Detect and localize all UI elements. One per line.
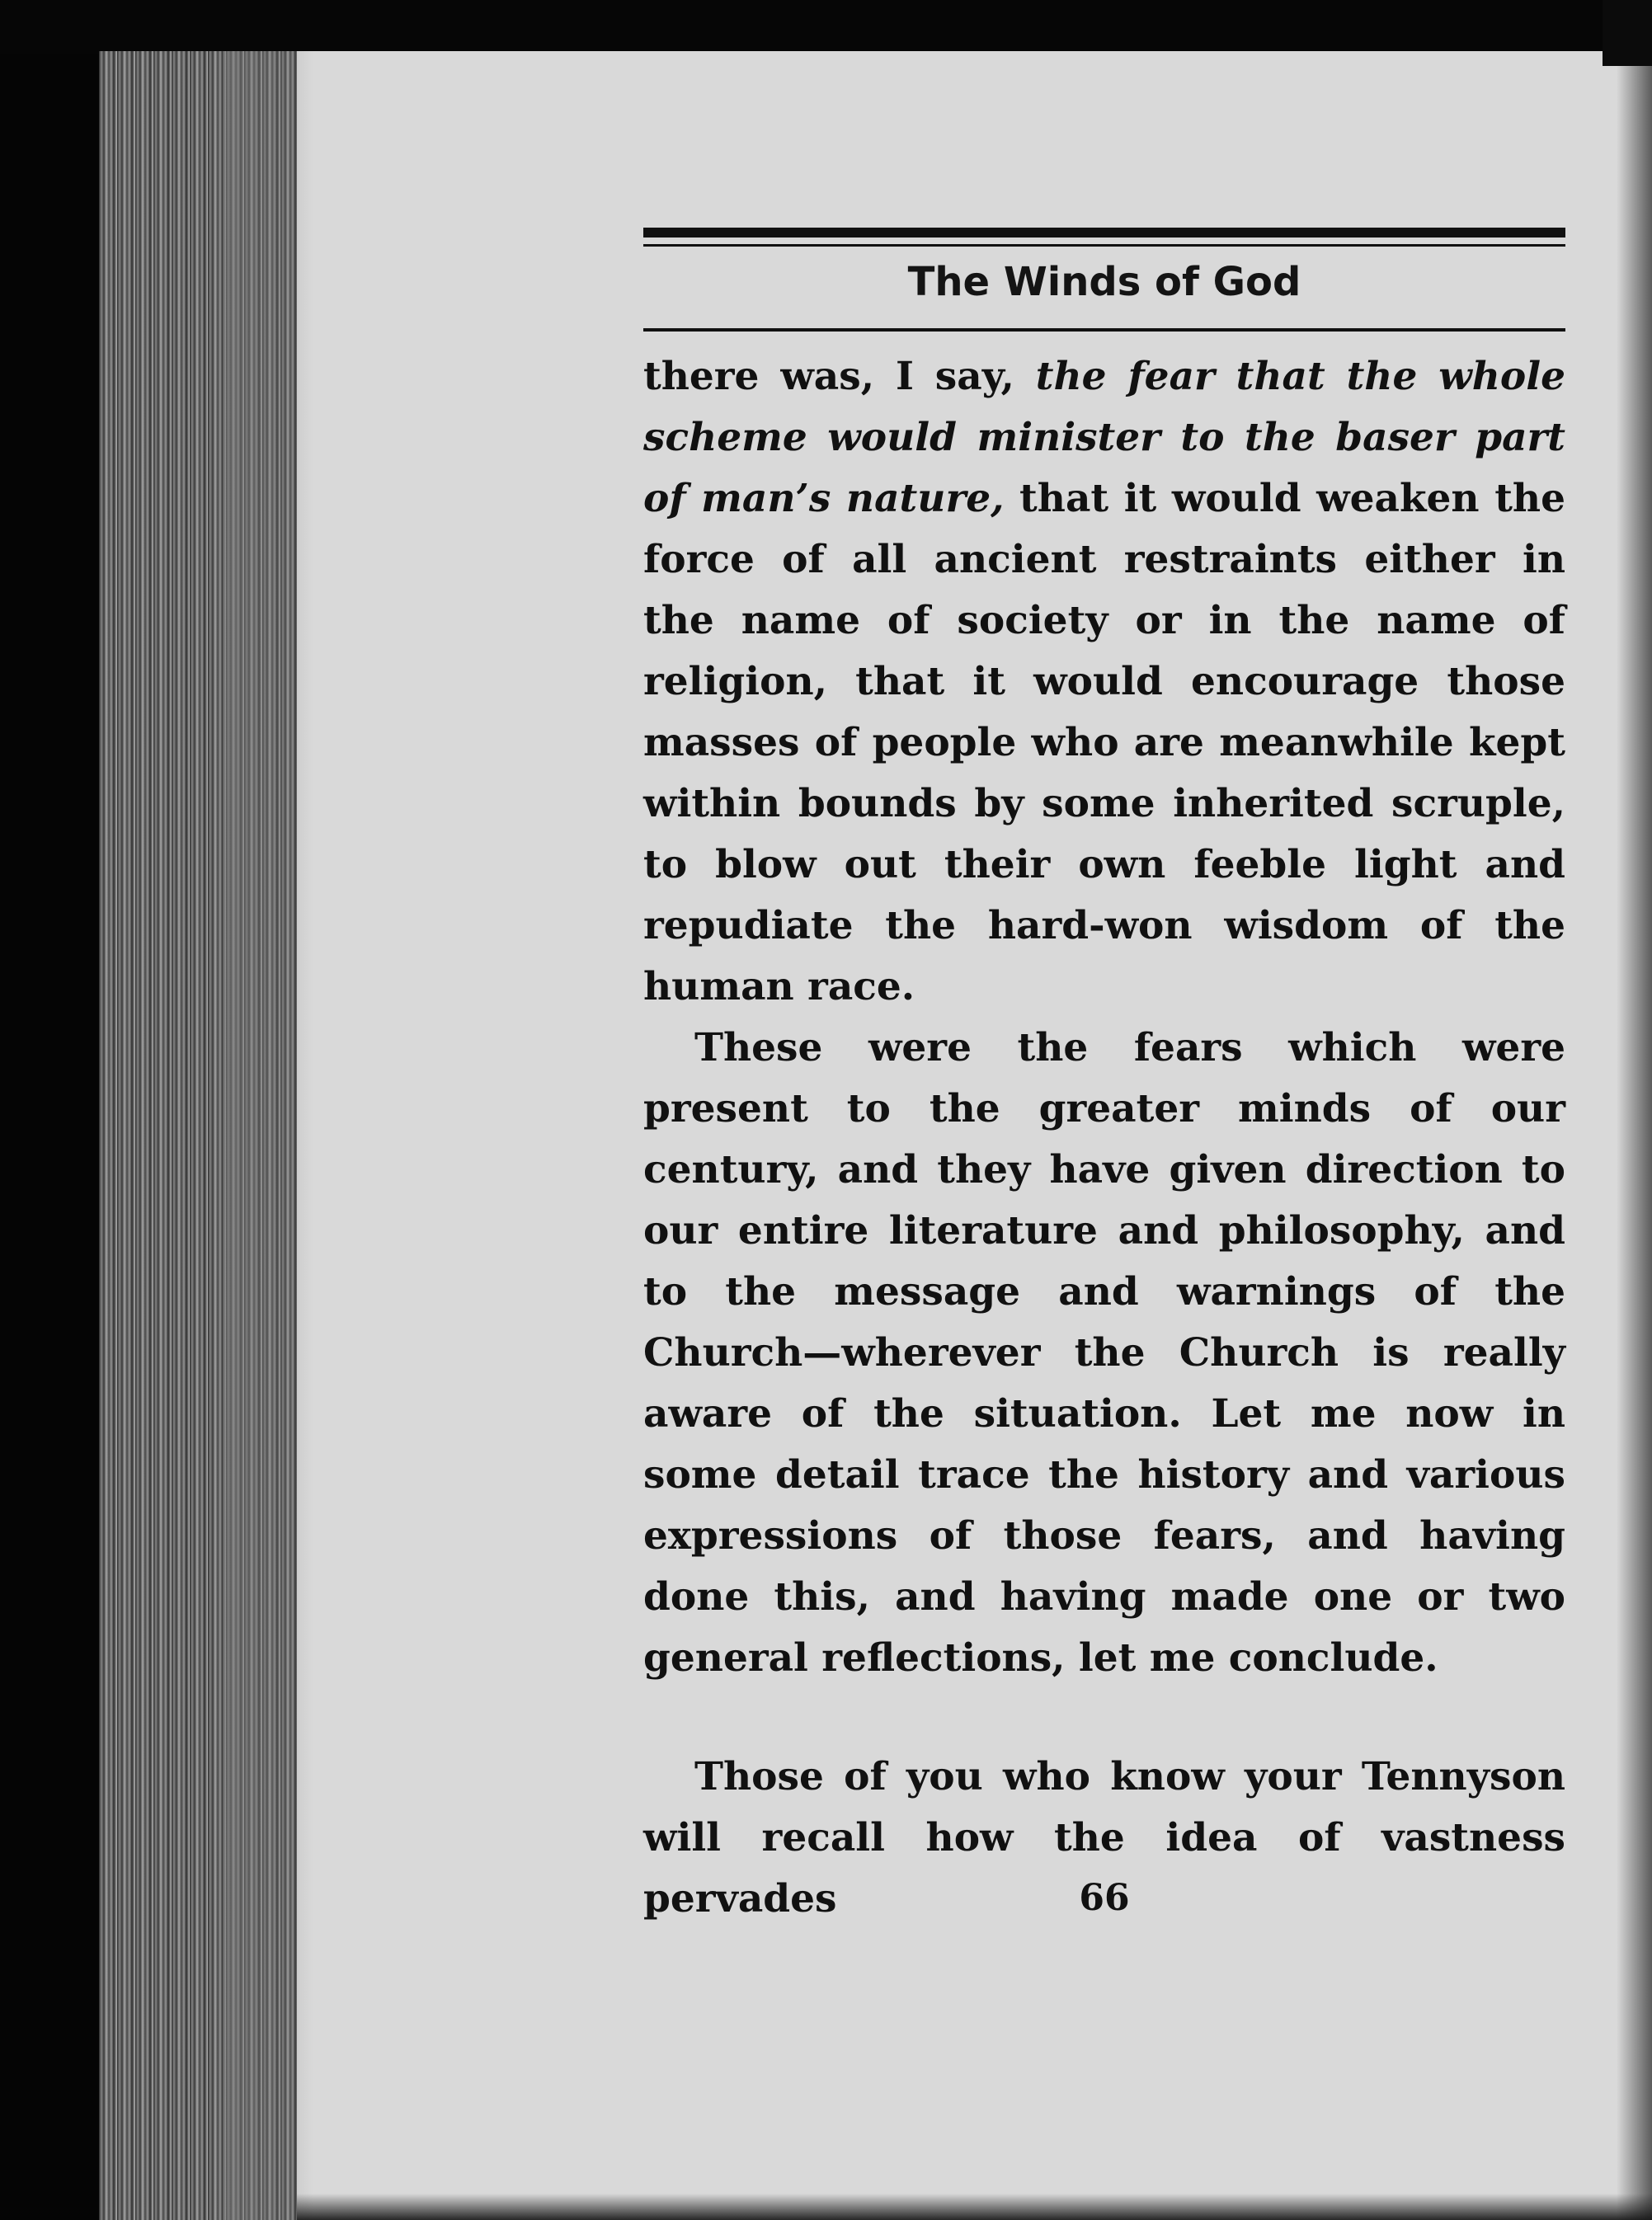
header-rule-below	[643, 328, 1565, 332]
header-rule-thin	[643, 244, 1565, 247]
paragraph	[643, 1018, 1565, 1689]
scan-top-border	[0, 0, 1652, 54]
text-segment: there was, I say,	[643, 354, 1036, 399]
italic-text-segment: the fear that the whole scheme would minister to the baser part of man’s nature,	[643, 354, 1565, 521]
text-segment: Those of you who know your Tennyson will recall how the idea of vastness pervades	[643, 1754, 1565, 1921]
text-segment: that it would weaken the force of all ancient restraints either in the name of society or in the name of religion, that it would encourage those masses of people who are meanwhile kept within bounds by some inherited scruple, to blow out their own feeble light and repudiate the hard-won wisdom of the human race.	[643, 476, 1565, 1009]
corner-artifact	[1603, 0, 1652, 66]
running-head: The Winds of God	[907, 259, 1301, 305]
gutter-shadow	[223, 51, 313, 2220]
section-break	[643, 1689, 1565, 1747]
body-text	[643, 346, 1565, 1930]
paragraph	[643, 346, 1565, 1018]
header-rule-thick	[643, 228, 1565, 238]
bottom-edge-shadow	[297, 2194, 1652, 2220]
text-segment: These were the fears which were present to the greater minds of our century, and they have given direction to our entire literature and philosophy, and to the message and warnings of the Church—wherever the Church is really aware of the situation. Let me now in some detail trace the history and various expressions of those fears, and having done this, and having made one or two general reflections, let me conclude.	[643, 1025, 1565, 1681]
right-edge-shadow	[1617, 51, 1652, 2220]
page-number: 66	[1079, 1877, 1130, 1919]
